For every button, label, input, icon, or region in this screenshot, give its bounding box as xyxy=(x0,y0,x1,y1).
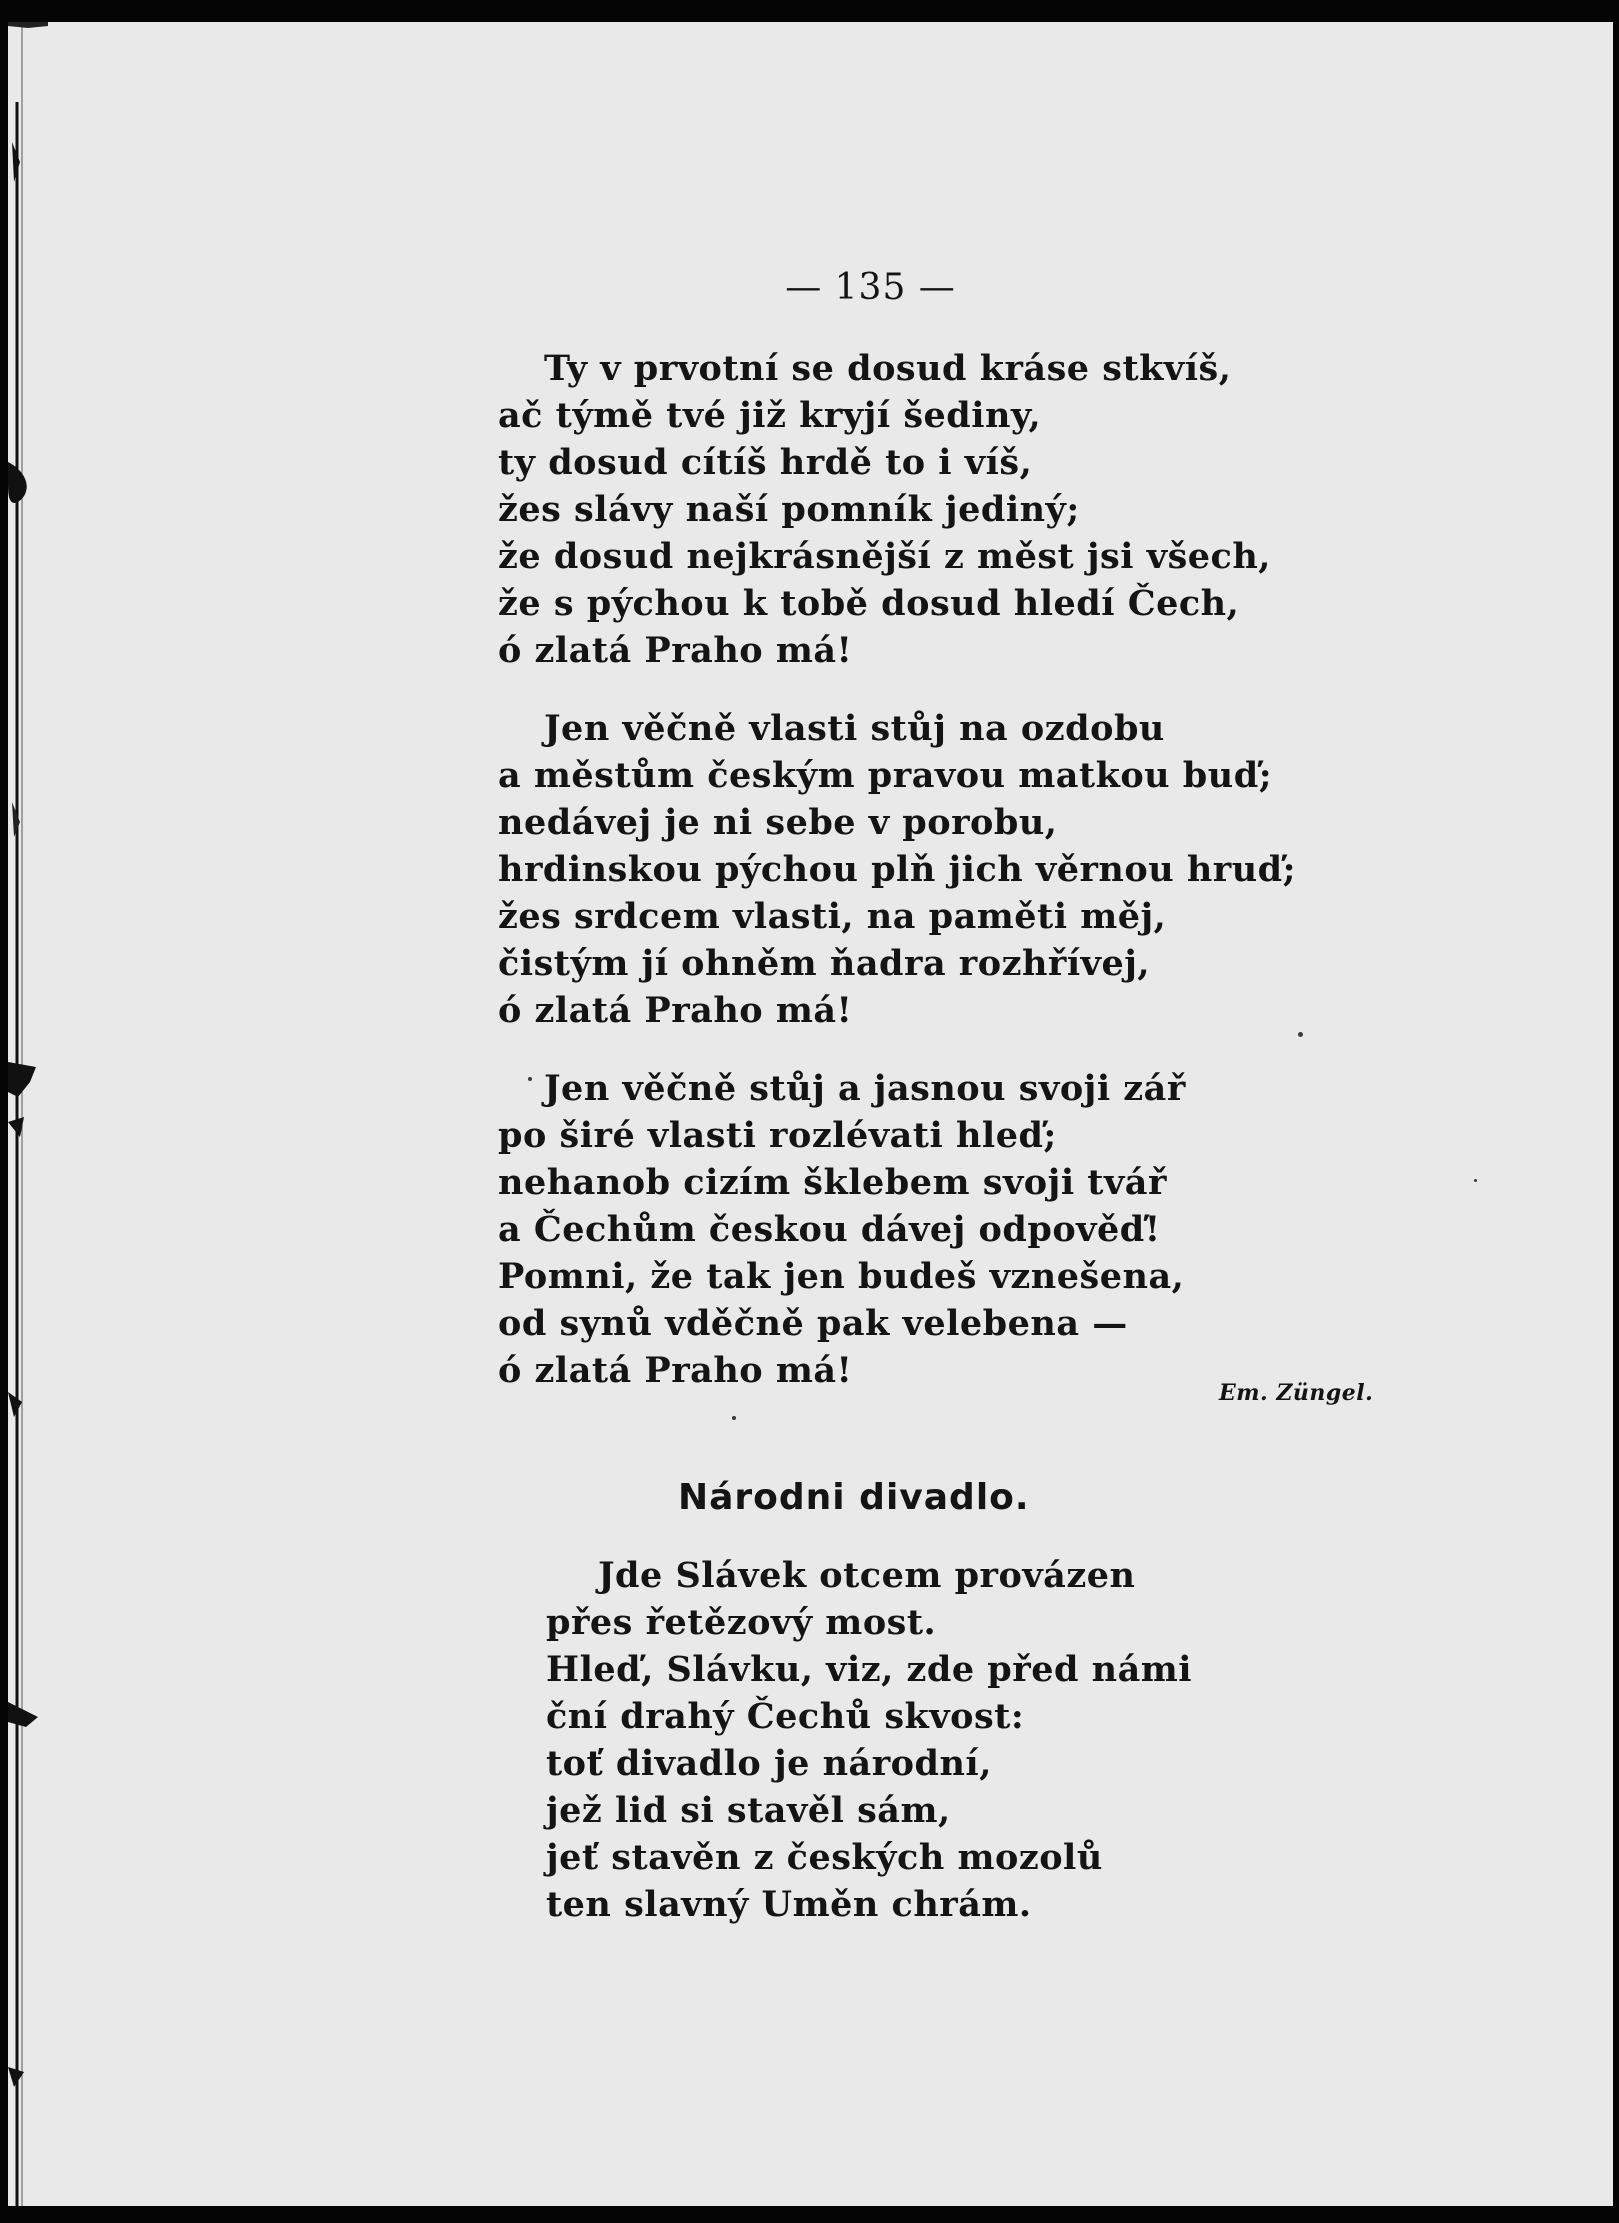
verse-line: po širé vlasti rozlévati hleď; xyxy=(498,1115,1057,1156)
verse-line: hrdinskou pýchou plň jich věrnou hruď; xyxy=(498,849,1297,890)
scan-speck xyxy=(1298,1032,1303,1037)
verse-line: Jen věčně vlasti stůj na ozdobu xyxy=(544,708,1165,749)
scan-speck xyxy=(732,1416,736,1420)
verse-line: čistým jí ohněm ňadra rozhřívej, xyxy=(498,943,1151,984)
verse-line: ač týmě tvé již kryjí šediny, xyxy=(498,395,1042,436)
verse-line: nedávej je ni sebe v porobu, xyxy=(498,802,1058,843)
refrain-line: ó zlatá Praho má! xyxy=(498,1350,853,1391)
verse-line: přes řetězový most. xyxy=(546,1602,937,1643)
verse-line: že s pýchou k tobě dosud hledí Čech, xyxy=(498,583,1240,624)
verse-line: Jen věčně stůj a jasnou svoji zář xyxy=(544,1068,1186,1109)
page-number: — 135 — xyxy=(785,267,956,308)
poem-title: Národni divadlo. xyxy=(678,1477,1030,1518)
verse-line: Ty v prvotní se dosud kráse stkvíš, xyxy=(544,348,1232,389)
verse-line: toť divadlo je národní, xyxy=(546,1743,992,1784)
verse-line: ční drahý Čechů skvost: xyxy=(546,1696,1025,1737)
verse-line: Pomni, že tak jen budeš vznešena, xyxy=(498,1256,1185,1297)
verse-line: žes srdcem vlasti, na paměti měj, xyxy=(498,896,1167,937)
scan-speck xyxy=(1474,1179,1477,1182)
scan-speck xyxy=(528,1077,532,1081)
verse-line: ty dosud cítíš hrdě to i víš, xyxy=(498,442,1033,483)
verse-line: žes slávy naší pomník jediný; xyxy=(498,489,1080,530)
author-signature: Em. Züngel. xyxy=(1219,1380,1374,1406)
verse-line: že dosud nejkrásnější z měst jsi všech, xyxy=(498,536,1271,577)
verse-line: jeť stavěn z českých mozolů xyxy=(546,1837,1103,1878)
verse-line: jež lid si stavěl sám, xyxy=(546,1790,951,1831)
verse-line: a městům českým pravou matkou buď; xyxy=(498,755,1273,796)
verse-line: ten slavný Uměn chrám. xyxy=(546,1884,1032,1925)
refrain-line: ó zlatá Praho má! xyxy=(498,630,853,671)
verse-line: od synů vděčně pak velebena — xyxy=(498,1303,1128,1344)
verse-line: nehanob cizím šklebem svoji tvář xyxy=(498,1162,1167,1203)
verse-line: Jde Slávek otcem provázen xyxy=(598,1555,1136,1596)
binding-edge xyxy=(8,22,48,2206)
book-page xyxy=(8,22,1613,2206)
verse-line: a Čechům českou dávej odpověď! xyxy=(498,1209,1161,1250)
refrain-line: ó zlatá Praho má! xyxy=(498,990,853,1031)
verse-line: Hleď, Slávku, viz, zde před námi xyxy=(546,1649,1193,1690)
